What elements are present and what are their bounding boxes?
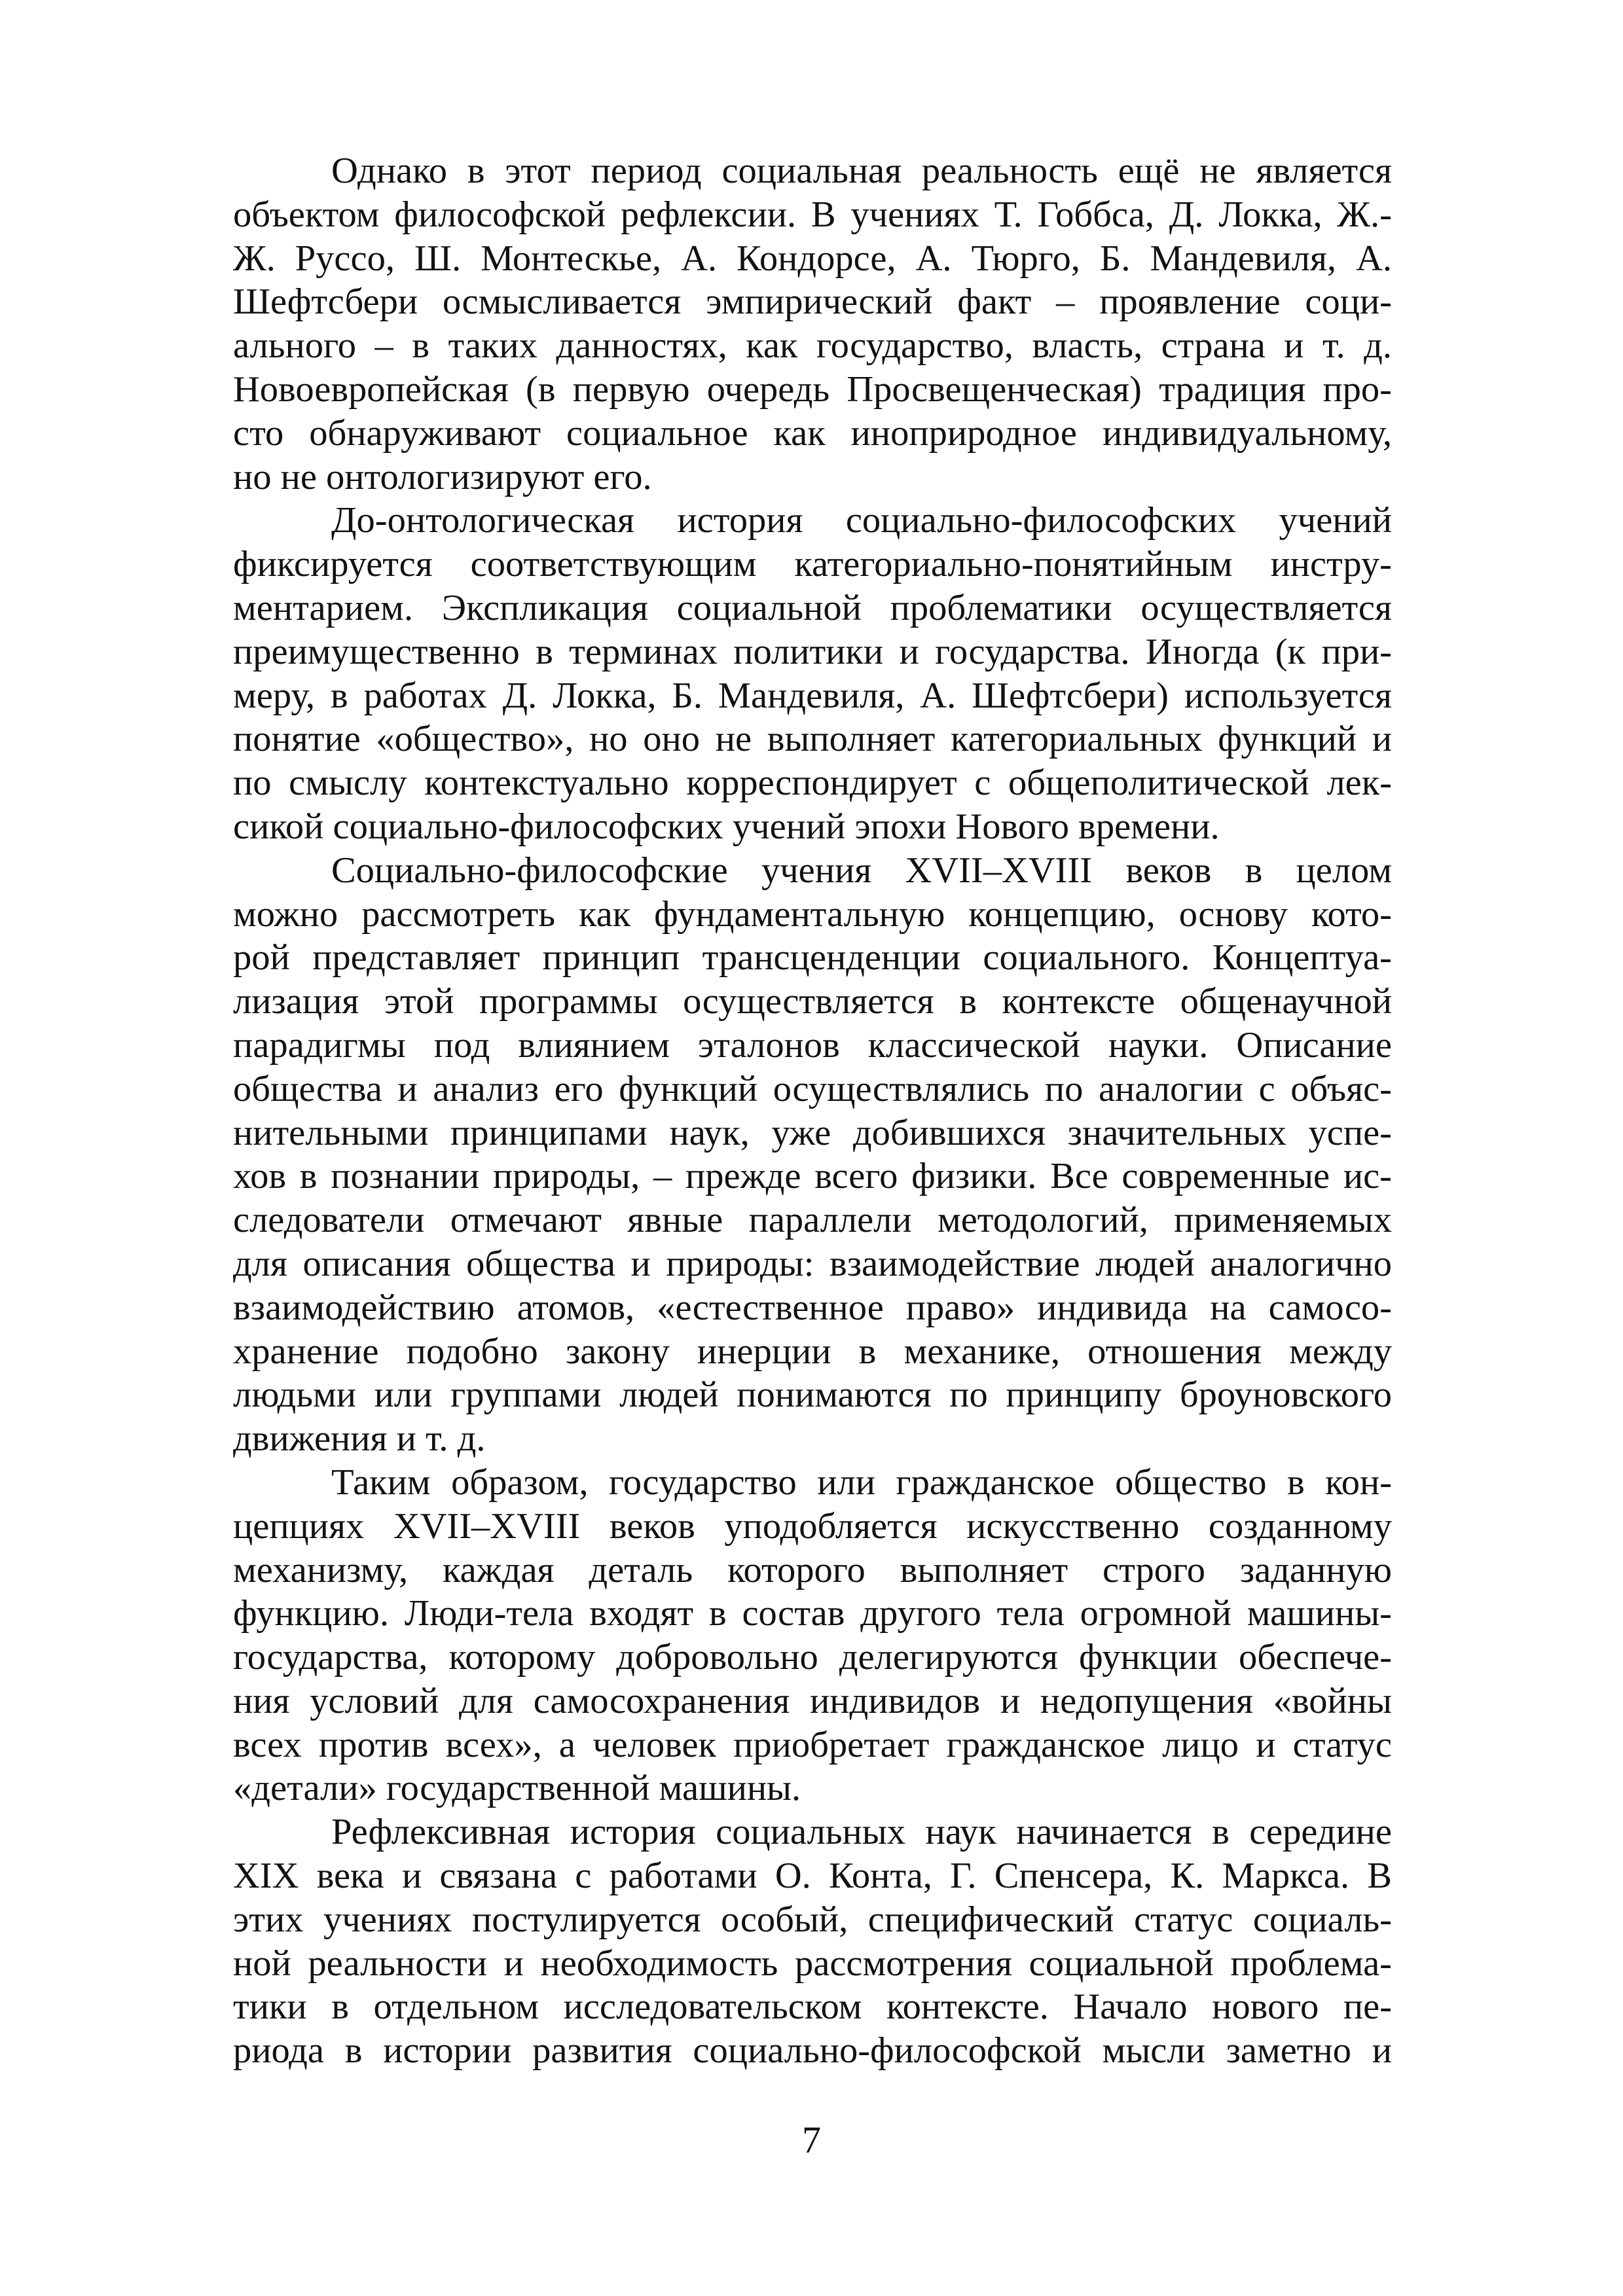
text-line: сто обнаруживают социальное как иноприродное индивидуальному, (233, 412, 1392, 454)
text-line: Таким образом, государство или гражданское общество в кон- (331, 1462, 1392, 1503)
paragraph-1 (233, 149, 1392, 499)
page-number: 7 (802, 2119, 821, 2161)
paragraph-4 (233, 1461, 1392, 1810)
text-line: общества и анализ его функций осуществлялись по аналогии с объяс- (233, 1068, 1392, 1109)
text-line: преимущественно в терминах политики и государства. Иногда (к при- (233, 631, 1392, 672)
text-line: сикой социально-философских учений эпохи Нового времени. (233, 806, 1220, 847)
text-line: тики в отдельном исследовательском контексте. Начало нового пе- (233, 1986, 1392, 2028)
text-line: но не онтологизируют его. (233, 456, 652, 497)
paragraph-2 (233, 499, 1392, 848)
text-line: ной реальности и необходимость рассмотрения социальной проблема- (233, 1943, 1392, 1984)
text-line: объектом философской рефлексии. В учениях Т. Гоббса, Д. Локка, Ж.- (233, 194, 1392, 235)
text-line: До-онтологическая история социально-философских учений (331, 500, 1392, 541)
text-line: Однако в этот период социальная реальность ещё не является (331, 151, 1392, 191)
text-line: для описания общества и природы: взаимодействие людей аналогично (233, 1243, 1392, 1284)
text-line: по смыслу контекстуально корреспондирует с общеполитической лек- (233, 762, 1392, 804)
text-line: лизация этой программы осуществляется в контексте общенаучной (233, 981, 1392, 1022)
text-line: хов в познании природы, – прежде всего физики. Все современные ис- (233, 1156, 1392, 1197)
text-line: Рефлексивная история социальных наук начинается в середине (331, 1812, 1392, 1853)
text-line: всех против всех», а человек приобретает гражданское лицо и статус (233, 1724, 1392, 1765)
text-line: фиксируется соответствующим категориально-понятийным инстру- (233, 544, 1392, 585)
text-line: XIX века и связана с работами О. Конта, Г. Спенсера, К. Маркса. В (233, 1856, 1392, 1897)
text-line: нительными принципами наук, уже добившихся значительных успе- (233, 1112, 1392, 1153)
text-line: движения и т. д. (233, 1418, 486, 1460)
text-line: парадигмы под влиянием эталонов классической науки. Описание (233, 1024, 1392, 1066)
text-line: Новоевропейская (в первую очередь Просвещенческая) традиция про- (233, 368, 1392, 410)
text-line: ального – в таких данностях, как государство, власть, страна и т. д. (233, 325, 1392, 367)
text-line: людьми или группами людей понимаются по принципу броуновского (233, 1374, 1392, 1416)
text-line: Социально-философские учения XVII–XVIII веков в целом (331, 850, 1392, 891)
text-line: «детали» государственной машины. (233, 1768, 801, 1809)
text-line: Ж. Руссо, Ш. Монтескье, А. Кондорсе, А. Тюрго, Б. Мандевиля, А. (233, 238, 1392, 279)
text-line: цепциях XVII–XVIII веков уподобляется искусственно созданному (233, 1505, 1392, 1547)
text-line: государства, которому добровольно делегируются функции обеспече- (233, 1637, 1392, 1678)
text-line: взаимодействию атомов, «естественное право» индивида на самосо- (233, 1287, 1392, 1328)
text-line: Шефтсбери осмысливается эмпирический факт – проявление соци- (233, 281, 1392, 323)
text-line: следователи отмечают явные параллели методологий, применяемых (233, 1200, 1392, 1241)
text-line: меру, в работах Д. Локка, Б. Мандевиля, А. Шефтсбери) используется (233, 675, 1392, 716)
text-line: хранение подобно закону инерции в механике, отношения между (233, 1331, 1392, 1372)
text-line: механизму, каждая деталь которого выполняет строго заданную (233, 1549, 1392, 1590)
text-line: понятие «общество», но оно не выполняет категориальных функций и (233, 719, 1392, 760)
text-line: этих учениях постулируется особый, специфический статус социаль- (233, 1899, 1392, 1940)
paragraph-3 (233, 849, 1392, 1461)
text-line: риода в истории развития социально-философской мысли заметно и (233, 2030, 1392, 2072)
text-line: ния условий для самосохранения индивидов и недопущения «войны (233, 1680, 1392, 1721)
text-line: рой представляет принцип трансценденции социального. Концептуа- (233, 937, 1392, 978)
text-line: ментарием. Экспликация социальной проблематики осуществляется (233, 587, 1392, 628)
text-line: функцию. Люди-тела входят в состав другого тела огромной машины- (233, 1593, 1392, 1634)
paragraph-5 (233, 1810, 1392, 2073)
text-line: можно рассмотреть как фундаментальную концепцию, основу кото- (233, 893, 1392, 935)
body-text (233, 149, 1392, 2073)
